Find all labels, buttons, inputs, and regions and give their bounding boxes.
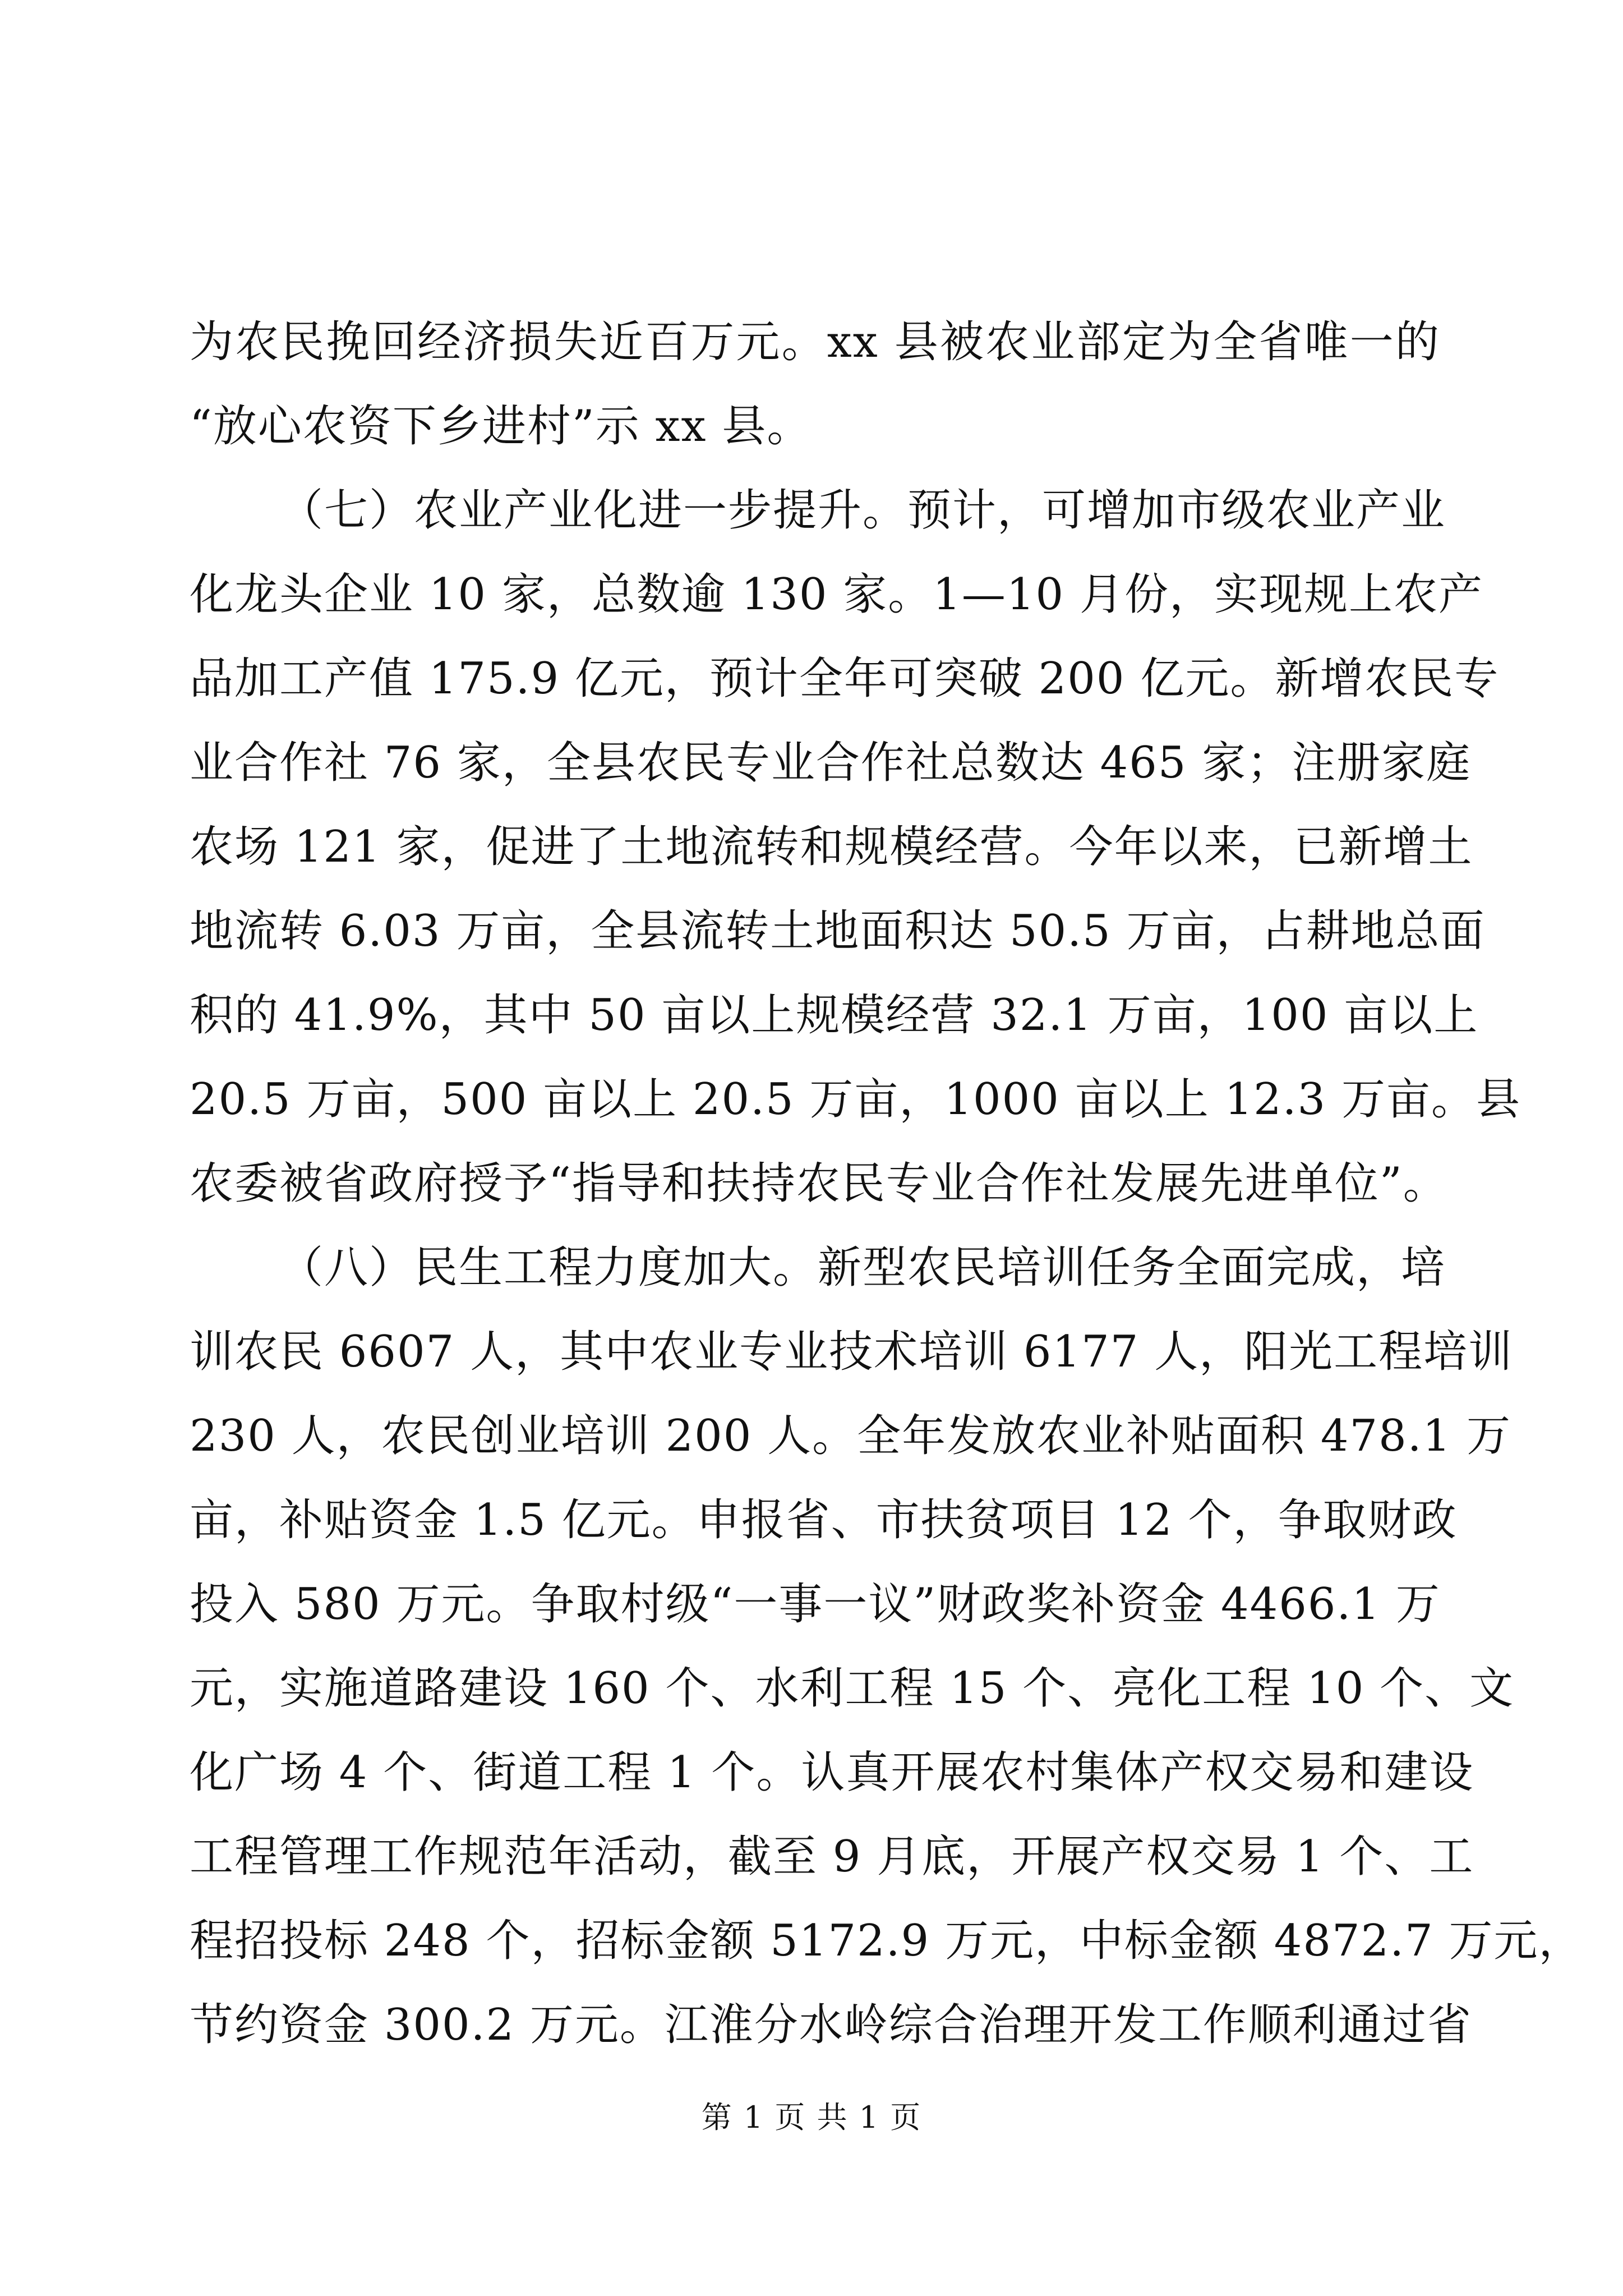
text-line: 训农民 6607 人，其中农业专业技术培训 6177 人，阳光工程培训 — [190, 1327, 1514, 1377]
text-line: 农委被省政府授予“指导和扶持农民专业合作社发展先进单位”。 — [190, 1158, 1448, 1209]
text-line: “放心农资下乡进村”示 xx 县。 — [190, 401, 812, 452]
text-line: 农场 121 家，促进了土地流转和规模经营。今年以来，已新增土 — [190, 822, 1473, 872]
text-line: 积的 41.9%，其中 50 亩以上规模经营 32.1 万亩，100 亩以上 — [190, 990, 1479, 1041]
page-footer: 第 1 页 共 1 页 — [701, 2100, 922, 2135]
text-line: 地流转 6.03 万亩，全县流转土地面积达 50.5 万亩，占耕地总面 — [190, 906, 1486, 956]
text-line: 化龙头企业 10 家，总数逾 130 家。1—10 月份，实现规上农产 — [190, 569, 1483, 620]
text-line: 20.5 万亩，500 亩以上 20.5 万亩，1000 亩以上 12.3 万亩。县 — [190, 1074, 1521, 1125]
paragraph-heading-line: （八）民生工程力度加大。新型农民培训任务全面完成，培 — [279, 1243, 1446, 1293]
paragraph-heading-line: （七）农业产业化进一步提升。预计，可增加市级农业产业 — [279, 485, 1446, 536]
text-line: 230 人，农民创业培训 200 人。全年发放农业补贴面积 478.1 万 — [190, 1411, 1512, 1461]
text-line: 化广场 4 个、街道工程 1 个。认真开展农村集体产权交易和建设 — [190, 1747, 1474, 1798]
text-line: 程招投标 248 个，招标金额 5172.9 万元，中标金额 4872.7 万元， — [190, 1916, 1584, 1966]
text-line: 为农民挽回经济损失近百万元。xx 县被农业部定为全省唯一的 — [190, 317, 1440, 367]
text-line: 业合作社 76 家，全县农民专业合作社总数达 465 家；注册家庭 — [190, 738, 1472, 788]
text-line: 工程管理工作规范年活动，截至 9 月底，开展产权交易 1 个、工 — [190, 1832, 1474, 1882]
text-line: 亩，补贴资金 1.5 亿元。申报省、市扶贫项目 12 个，争取财政 — [190, 1495, 1458, 1545]
text-line: 品加工产值 175.9 亿元，预计全年可突破 200 亿元。新增农民专 — [190, 654, 1500, 704]
text-line: 元，实施道路建设 160 个、水利工程 15 个、亮化工程 10 个、文 — [190, 1663, 1515, 1714]
text-line: 投入 580 万元。争取村级“一事一议”财政奖补资金 4466.1 万 — [190, 1579, 1441, 1630]
text-line: 节约资金 300.2 万元。江淮分水岭综合治理开发工作顺利通过省 — [190, 2000, 1472, 2050]
